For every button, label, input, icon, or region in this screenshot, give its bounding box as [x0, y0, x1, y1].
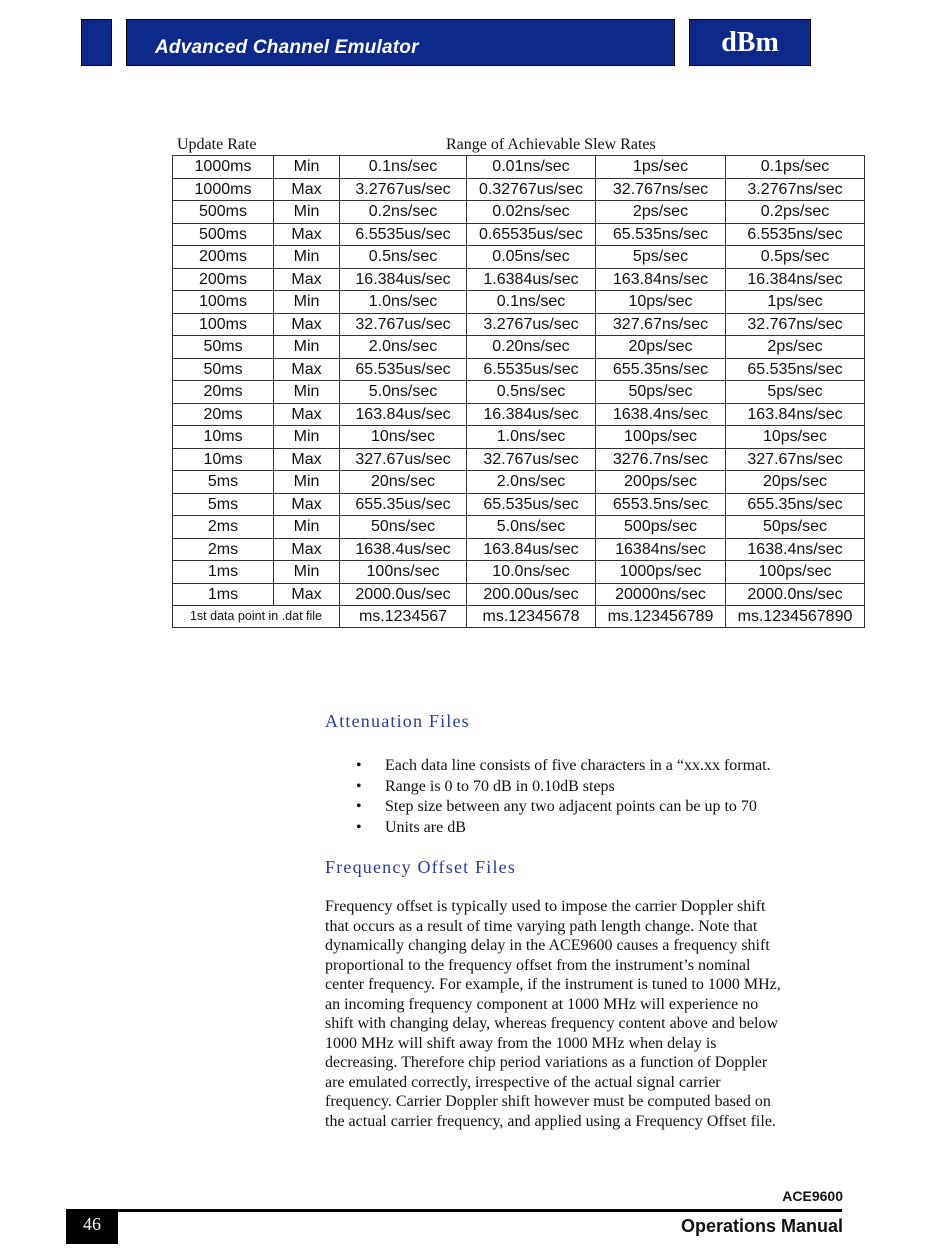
frequency-offset-paragraph — [325, 897, 825, 1131]
table-cell: 500ms — [173, 201, 274, 224]
table-cell: Min — [274, 336, 340, 359]
table-cell: 6.5535us/sec — [467, 358, 596, 381]
table-cell: 100ps/sec — [596, 426, 726, 449]
table-cell: 500ms — [173, 223, 274, 246]
table-cell: Min — [274, 246, 340, 269]
table-cell: 20ms — [173, 381, 274, 404]
table-row — [173, 246, 865, 269]
table-cell: 2000.0us/sec — [340, 583, 467, 606]
table-cell: 500ps/sec — [596, 516, 726, 539]
table-row — [173, 448, 865, 471]
table-cell: 327.67ns/sec — [596, 313, 726, 336]
table-cell: Min — [274, 156, 340, 179]
table-cell: Max — [274, 538, 340, 561]
table-cell: 16.384us/sec — [467, 403, 596, 426]
table-cell: 655.35ns/sec — [726, 493, 865, 516]
paragraph-line: frequency. Carrier Doppler shift however must be computed based on — [325, 1093, 771, 1110]
table-cell: Max — [274, 583, 340, 606]
table-cell: Max — [274, 313, 340, 336]
table-row — [173, 201, 865, 224]
table-cell: Min — [274, 516, 340, 539]
table-cell: ms.1234567890 — [726, 606, 865, 628]
table-cell: 0.1ns/sec — [340, 156, 467, 179]
table-cell: 3.2767us/sec — [340, 178, 467, 201]
table-cell: 5.0ns/sec — [340, 381, 467, 404]
table-cell: Min — [274, 201, 340, 224]
table-cell: 32.767ns/sec — [726, 313, 865, 336]
table-cell: 0.1ns/sec — [467, 291, 596, 314]
table-row — [173, 538, 865, 561]
table-row — [173, 291, 865, 314]
table-cell: 0.32767us/sec — [467, 178, 596, 201]
list-item: • Step size between any two adjacent points can be up to 70 — [356, 798, 757, 815]
table-cell: 65.535us/sec — [467, 493, 596, 516]
table-cell: 2.0ns/sec — [340, 336, 467, 359]
table-cell: 50ms — [173, 336, 274, 359]
table-cell: Min — [274, 381, 340, 404]
paragraph-line: dynamically changing delay in the ACE9600 causes a frequency shift — [325, 937, 770, 954]
attenuation-files-heading: Attenuation Files — [325, 711, 470, 731]
table-cell: Max — [274, 223, 340, 246]
table-row — [173, 313, 865, 336]
frequency-offset-heading: Frequency Offset Files — [325, 857, 517, 877]
paragraph-line: Frequency offset is typically used to impose the carrier Doppler shift — [325, 898, 766, 915]
table-cell: 327.67ns/sec — [726, 448, 865, 471]
table-cell: 2000.0ns/sec — [726, 583, 865, 606]
slew-range-heading: Range of Achievable Slew Rates — [446, 136, 656, 153]
page-number: 46 — [66, 1209, 118, 1244]
table-cell: 20ns/sec — [340, 471, 467, 494]
table-cell: 2ms — [173, 538, 274, 561]
table-cell: 6553.5ns/sec — [596, 493, 726, 516]
bullet-icon: • — [356, 818, 362, 836]
table-cell: 1.6384us/sec — [467, 268, 596, 291]
table-cell: 50ps/sec — [596, 381, 726, 404]
table-cell: 0.01ns/sec — [467, 156, 596, 179]
table-cell: 1638.4us/sec — [340, 538, 467, 561]
list-item: • Units are dB — [356, 818, 466, 836]
table-cell: 1ps/sec — [596, 156, 726, 179]
table-cell: 0.1ps/sec — [726, 156, 865, 179]
table-cell: 0.5ns/sec — [340, 246, 467, 269]
table-cell: Max — [274, 178, 340, 201]
table-cell: 0.5ns/sec — [467, 381, 596, 404]
table-cell: 200ps/sec — [596, 471, 726, 494]
table-cell: 163.84ns/sec — [596, 268, 726, 291]
table-cell: Max — [274, 448, 340, 471]
table-cell: 10ps/sec — [726, 426, 865, 449]
paragraph-line: are emulated correctly, irrespective of the actual signal carrier — [325, 1073, 721, 1091]
list-item: • Each data line consists of five characters in a “xx.xx format. — [356, 757, 771, 774]
table-cell: 5ps/sec — [596, 246, 726, 269]
header-bar — [126, 19, 675, 66]
table-cell: Max — [274, 403, 340, 426]
table-cell: Max — [274, 268, 340, 291]
footer-manual-title: Operations Manual — [680, 1216, 843, 1236]
table-cell: 2ps/sec — [596, 201, 726, 224]
table-row — [173, 583, 865, 606]
paragraph-line: 1000 MHz will shift away from the 1000 MHz when delay is — [325, 1034, 717, 1052]
table-cell: 200ms — [173, 246, 274, 269]
paragraph-line: an incoming frequency component at 1000 MHz will experience no — [325, 995, 759, 1013]
table-cell: 327.67us/sec — [340, 448, 467, 471]
table-cell: ms.12345678 — [467, 606, 596, 628]
table-cell: 16384ns/sec — [596, 538, 726, 561]
table-cell: 10ms — [173, 426, 274, 449]
table-cell: 163.84us/sec — [467, 538, 596, 561]
table-row — [173, 516, 865, 539]
table-cell: 1.0ns/sec — [340, 291, 467, 314]
table-cell: 6.5535ns/sec — [726, 223, 865, 246]
table-cell: 32.767ns/sec — [596, 178, 726, 201]
table-cell: 100ms — [173, 291, 274, 314]
slew-rate-table — [172, 155, 865, 628]
table-cell: 50ms — [173, 358, 274, 381]
table-cell: 10ns/sec — [340, 426, 467, 449]
table-cell: ms.1234567 — [340, 606, 467, 628]
attenuation-bullet-list — [325, 756, 771, 838]
table-cell: 65.535us/sec — [340, 358, 467, 381]
table-cell: ms.123456789 — [596, 606, 726, 628]
header-decor-square — [81, 19, 112, 66]
table-cell: 2.0ns/sec — [467, 471, 596, 494]
table-cell: 655.35us/sec — [340, 493, 467, 516]
table-cell: 50ps/sec — [726, 516, 865, 539]
bullet-icon: • — [356, 757, 362, 774]
table-cell: 100ns/sec — [340, 561, 467, 584]
table-row — [173, 561, 865, 584]
table-cell: 1ps/sec — [726, 291, 865, 314]
table-cell: 1000ms — [173, 178, 274, 201]
document-title: Advanced Channel Emulator — [155, 37, 419, 58]
bullet-icon: • — [356, 798, 362, 815]
update-rate-heading: Update Rate — [177, 136, 257, 153]
table-row — [173, 471, 865, 494]
table-cell: 20ms — [173, 403, 274, 426]
table-cell: 10ms — [173, 448, 274, 471]
table-cell: 5ms — [173, 471, 274, 494]
company-logo: dBm — [689, 19, 811, 66]
table-cell: Max — [274, 493, 340, 516]
table-row — [173, 358, 865, 381]
footer-model: ACE9600 — [782, 1188, 843, 1204]
table-cell: 0.65535us/sec — [467, 223, 596, 246]
table-row — [173, 156, 865, 179]
paragraph-line: that occurs as a result of time varying path length change. Note that — [325, 917, 758, 935]
table-row — [173, 381, 865, 404]
table-cell: 5.0ns/sec — [467, 516, 596, 539]
table-cell: Max — [274, 358, 340, 381]
bullet-icon: • — [356, 777, 362, 795]
paragraph-line: center frequency. For example, if the instrument is tuned to 1000 MHz, — [325, 976, 781, 993]
table-cell: 10.0ns/sec — [467, 561, 596, 584]
table-row — [173, 178, 865, 201]
table-cell: 0.5ps/sec — [726, 246, 865, 269]
paragraph-line: proportional to the frequency offset from the instrument’s nominal — [325, 956, 751, 974]
table-row — [173, 403, 865, 426]
table-cell: 100ps/sec — [726, 561, 865, 584]
table-row — [173, 223, 865, 246]
table-cell: 65.535ns/sec — [596, 223, 726, 246]
table-cell: Min — [274, 426, 340, 449]
table-cell: 10ps/sec — [596, 291, 726, 314]
table-cell: Min — [274, 291, 340, 314]
table-cell: 1st data point in .dat file — [173, 606, 340, 628]
table-cell: 20ps/sec — [596, 336, 726, 359]
table-cell: 0.20ns/sec — [467, 336, 596, 359]
table-row — [173, 336, 865, 359]
paragraph-line: decreasing. Therefore chip period variations as a function of Doppler — [325, 1054, 768, 1071]
table-cell: 20000ns/sec — [596, 583, 726, 606]
table-cell: 163.84us/sec — [340, 403, 467, 426]
table-cell: 16.384us/sec — [340, 268, 467, 291]
table-cell: 0.05ns/sec — [467, 246, 596, 269]
table-cell: 5ms — [173, 493, 274, 516]
table-cell: Min — [274, 471, 340, 494]
table-cell: Min — [274, 561, 340, 584]
table-cell: 0.2ps/sec — [726, 201, 865, 224]
table-cell: 50ns/sec — [340, 516, 467, 539]
table-cell: 20ps/sec — [726, 471, 865, 494]
paragraph-line: the actual carrier frequency, and applied using a Frequency Offset file. — [325, 1112, 776, 1130]
table-cell: 2ps/sec — [726, 336, 865, 359]
table-cell: 200ms — [173, 268, 274, 291]
table-cell: 1638.4ns/sec — [596, 403, 726, 426]
table-cell: 65.535ns/sec — [726, 358, 865, 381]
table-cell: 3276.7ns/sec — [596, 448, 726, 471]
list-item: • Range is 0 to 70 dB in 0.10dB steps — [356, 777, 615, 795]
paragraph-line: shift with changing delay, whereas frequency content above and below — [325, 1015, 779, 1032]
table-cell: 16.384ns/sec — [726, 268, 865, 291]
table-cell: 163.84ns/sec — [726, 403, 865, 426]
table-cell: 1000ps/sec — [596, 561, 726, 584]
table-cell: 32.767us/sec — [340, 313, 467, 336]
table-cell: 1000ms — [173, 156, 274, 179]
table-cell: 100ms — [173, 313, 274, 336]
table-cell: 655.35ns/sec — [596, 358, 726, 381]
table-cell: 200.00us/sec — [467, 583, 596, 606]
table-row — [173, 606, 865, 628]
table-cell: 1638.4ns/sec — [726, 538, 865, 561]
table-cell: 1ms — [173, 561, 274, 584]
table-cell: 2ms — [173, 516, 274, 539]
footer-rule — [118, 1209, 842, 1212]
table-cell: 0.02ns/sec — [467, 201, 596, 224]
table-cell: 5ps/sec — [726, 381, 865, 404]
table-cell: 3.2767ns/sec — [726, 178, 865, 201]
table-cell: 3.2767us/sec — [467, 313, 596, 336]
table-row — [173, 493, 865, 516]
table-row — [173, 268, 865, 291]
table-cell: 1.0ns/sec — [467, 426, 596, 449]
table-row — [173, 426, 865, 449]
table-cell: 6.5535us/sec — [340, 223, 467, 246]
table-cell: 0.2ns/sec — [340, 201, 467, 224]
table-cell: 1ms — [173, 583, 274, 606]
table-cell: 32.767us/sec — [467, 448, 596, 471]
